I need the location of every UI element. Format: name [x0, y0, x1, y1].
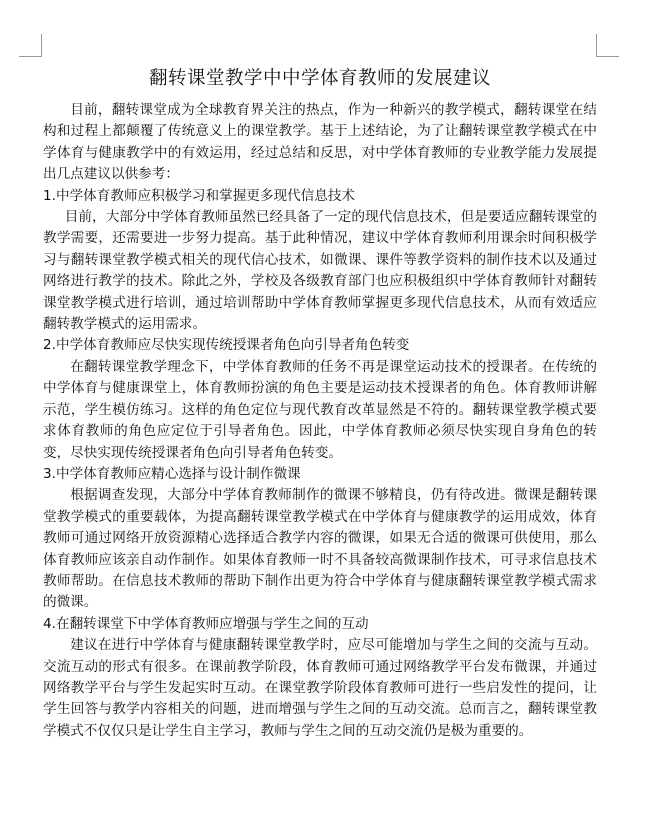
- document-title: 翻转课堂教学中中学体育教师的发展建议: [148, 68, 491, 89]
- crop-mark-top-left: [19, 34, 42, 57]
- section-body-3: 根据调查发现，大部分中学体育教师制作的微课不够精良，仍有待改进。微课是翻转课堂教学模式的重要载体，为提高翻转课堂教学模式在中学体育与健康教学的运用成效，体育教师可通过网络开放资源精心选择适合教学内容的微课，如果无合适的微课可供使用，那么体育教师应该亲自动作制作。如果体育教师一时不具备较高微课制作技术，可寻求信息技术教师帮助。在信息技术教师的帮助下制作出更为符合中学体育与健康翻转课堂教学模式需求的微课。: [43, 487, 597, 611]
- section-body-4: 建议在进行中学体育与健康翻转课堂教学时，应尽可能增加与学生之间的交流与互动。交流互动的形式有很多。在课前教学阶段，体育教师可通过网络教学平台发布微课，并通过网络教学平台与学生发起实时互动。在课堂教学阶段体育教师可进行一些启发性的提问，让学生回答与教学内容相关的问题，进而增强与学生之间的互动交流。总而言之，翻转课堂教学模式不仅仅只是让学生自主学习，教师与学生之间的互动交流仍是极为重要的。: [43, 637, 597, 739]
- section-heading-4: 4.在翻转课堂下中学体育教师应增强与学生之间的互动: [43, 615, 369, 632]
- section-body-2: 在翻转课堂教学理念下，中学体育教师的任务不再是课堂运动技术的授课者。在传统的中学体育与健康课堂上，体育教师扮演的角色主要是运动技术授课者的角色。体育教师讲解示范，学生模仿练习。这样的角色定位与现代教育改革显然是不符的。翻转课堂教学模式要求体育教师的角色应定位于引导者角色。因此，中学体育教师必须尽快实现自身角色的转变，尽快实现传统授课者角色向引导者角色转变。: [43, 358, 597, 461]
- section-heading-2: 2.中学体育教师应尽快实现传统授课者角色向引导者角色转变: [43, 337, 410, 354]
- section-body-1: 目前，大部分中学体育教师虽然已经具备了一定的现代信息技术，但是要适应翻转课堂的教学需要，还需要进一步努力提高。基于此种情况，建议中学体育教师利用课余时间积极学习与翻转课堂教学模式相关的现代信心技术，如微课、课件等教学资料的制作技术以及通过网络进行教学的技术。除此之外，学校及各级教育部门也应积极组织中学体育教师针对翻转课堂教学模式进行培训，通过培训帮助中学体育教师掌握更多现代信息技术，从而有效适应翻转教学模式的运用需求。: [43, 209, 597, 333]
- document-body: [43, 66, 597, 742]
- section-heading-1: 1.中学体育教师应积极学习和掌握更多现代信息技术: [43, 187, 356, 204]
- section-heading-3: 3.中学体育教师应精心选择与设计制作微课: [43, 465, 301, 482]
- crop-mark-top-right: [596, 34, 619, 57]
- intro-paragraph: 目前，翻转课堂成为全球教育界关注的热点，作为一种新兴的教学模式，翻转课堂在结构和过程上都颠覆了传统意义上的课堂教学。基于上述结论，为了让翻转课堂教学模式在中学体育与健康教学中的有效运用，经过总结和反思，对中学体育教师的专业教学能力发展提出几点建议以供参考：: [43, 102, 597, 183]
